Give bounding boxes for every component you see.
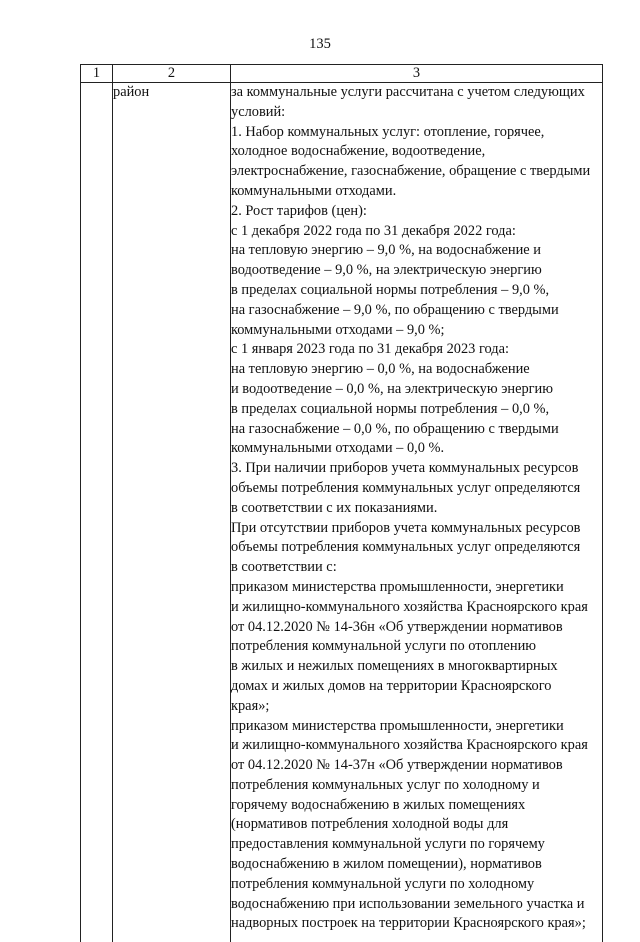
text-line: потребления коммунальной услуги по отоплению <box>231 637 602 657</box>
text-line: коммунальными отходами. <box>231 182 602 202</box>
text-line: горячему водоснабжению в жилых помещениях <box>231 796 602 816</box>
table-header-row <box>81 65 603 83</box>
text-line: на тепловую энергию – 9,0 %, на водоснабжение и <box>231 241 602 261</box>
text-line: объемы потребления коммунальных услуг определяются <box>231 538 602 558</box>
text-line: домах и жилых домов на территории Красноярского <box>231 677 602 697</box>
text-line: за коммунальные услуги рассчитана с учетом следующих <box>231 83 602 103</box>
text-line: края»; <box>231 697 602 717</box>
text-line: коммунальными отходами – 0,0 %. <box>231 439 602 459</box>
text-line: надворных построек на территории Красноярского края»; <box>231 914 602 934</box>
text-line: с 1 декабря 2022 года по 31 декабря 2022 года: <box>231 222 602 242</box>
text-line: приказом министерства промышленности, энергетики <box>231 578 602 598</box>
text-line: объемы потребления коммунальных услуг определяются <box>231 479 602 499</box>
text-line: 2. Рост тарифов (цен): <box>231 202 602 222</box>
text-line: (нормативов потребления холодной воды для <box>231 815 602 835</box>
text-line: в соответствии с их показаниями. <box>231 499 602 519</box>
text-line: и водоотведение – 0,0 %, на электрическую энергию <box>231 380 602 400</box>
text-line: на газоснабжение – 0,0 %, по обращению с твердыми <box>231 420 602 440</box>
text-line: водоснабжению при использовании земельного участка и <box>231 895 602 915</box>
text-line: предоставления коммунальной услуги по горячему <box>231 835 602 855</box>
text-line: коммунальными отходами – 9,0 %; <box>231 321 602 341</box>
text-line: потребления коммунальных услуг по холодному и <box>231 776 602 796</box>
text-line: При отсутствии приборов учета коммунальных ресурсов <box>231 519 602 539</box>
text-line: водоотведение – 9,0 %, на электрическую энергию <box>231 261 602 281</box>
text-line: в жилых и нежилых помещениях в многоквартирных <box>231 657 602 677</box>
text-line: водоснабжению в жилом помещении), нормативов <box>231 855 602 875</box>
text-line: холодное водоснабжение, водоотведение, <box>231 142 602 162</box>
page-number: 135 <box>0 36 640 53</box>
text-line: в пределах социальной нормы потребления – 0,0 %, <box>231 400 602 420</box>
cell-col3 <box>231 83 603 942</box>
text-line: потребления коммунальной услуги по холодному <box>231 875 602 895</box>
table-row <box>81 83 603 942</box>
text-line: от 04.12.2020 № 14-36н «Об утверждении нормативов <box>231 618 602 638</box>
cell-col2 <box>113 83 231 942</box>
text-line: с 1 января 2023 года по 31 декабря 2023 года: <box>231 340 602 360</box>
text-line: условий: <box>231 103 602 123</box>
col3-text-block <box>231 83 602 934</box>
text-line: от 04.12.2020 № 14-37н «Об утверждении нормативов <box>231 756 602 776</box>
district-label: район <box>113 83 230 103</box>
text-line: в пределах социальной нормы потребления – 9,0 %, <box>231 281 602 301</box>
document-table <box>80 64 603 942</box>
text-line: на тепловую энергию – 0,0 %, на водоснабжение <box>231 360 602 380</box>
cell-col1 <box>81 83 113 942</box>
text-line: 3. При наличии приборов учета коммунальных ресурсов <box>231 459 602 479</box>
text-line: приказом министерства промышленности, энергетики <box>231 717 602 737</box>
text-line: и жилищно-коммунального хозяйства Красноярского края <box>231 598 602 618</box>
column-header-2: 2 <box>113 65 231 83</box>
text-line: электроснабжение, газоснабжение, обращение с твердыми <box>231 162 602 182</box>
column-header-1: 1 <box>81 65 113 83</box>
column-header-3: 3 <box>231 65 603 83</box>
text-line: на газоснабжение – 9,0 %, по обращению с твердыми <box>231 301 602 321</box>
text-line: и жилищно-коммунального хозяйства Красноярского края <box>231 736 602 756</box>
text-line: 1. Набор коммунальных услуг: отопление, горячее, <box>231 123 602 143</box>
text-line: в соответствии с: <box>231 558 602 578</box>
